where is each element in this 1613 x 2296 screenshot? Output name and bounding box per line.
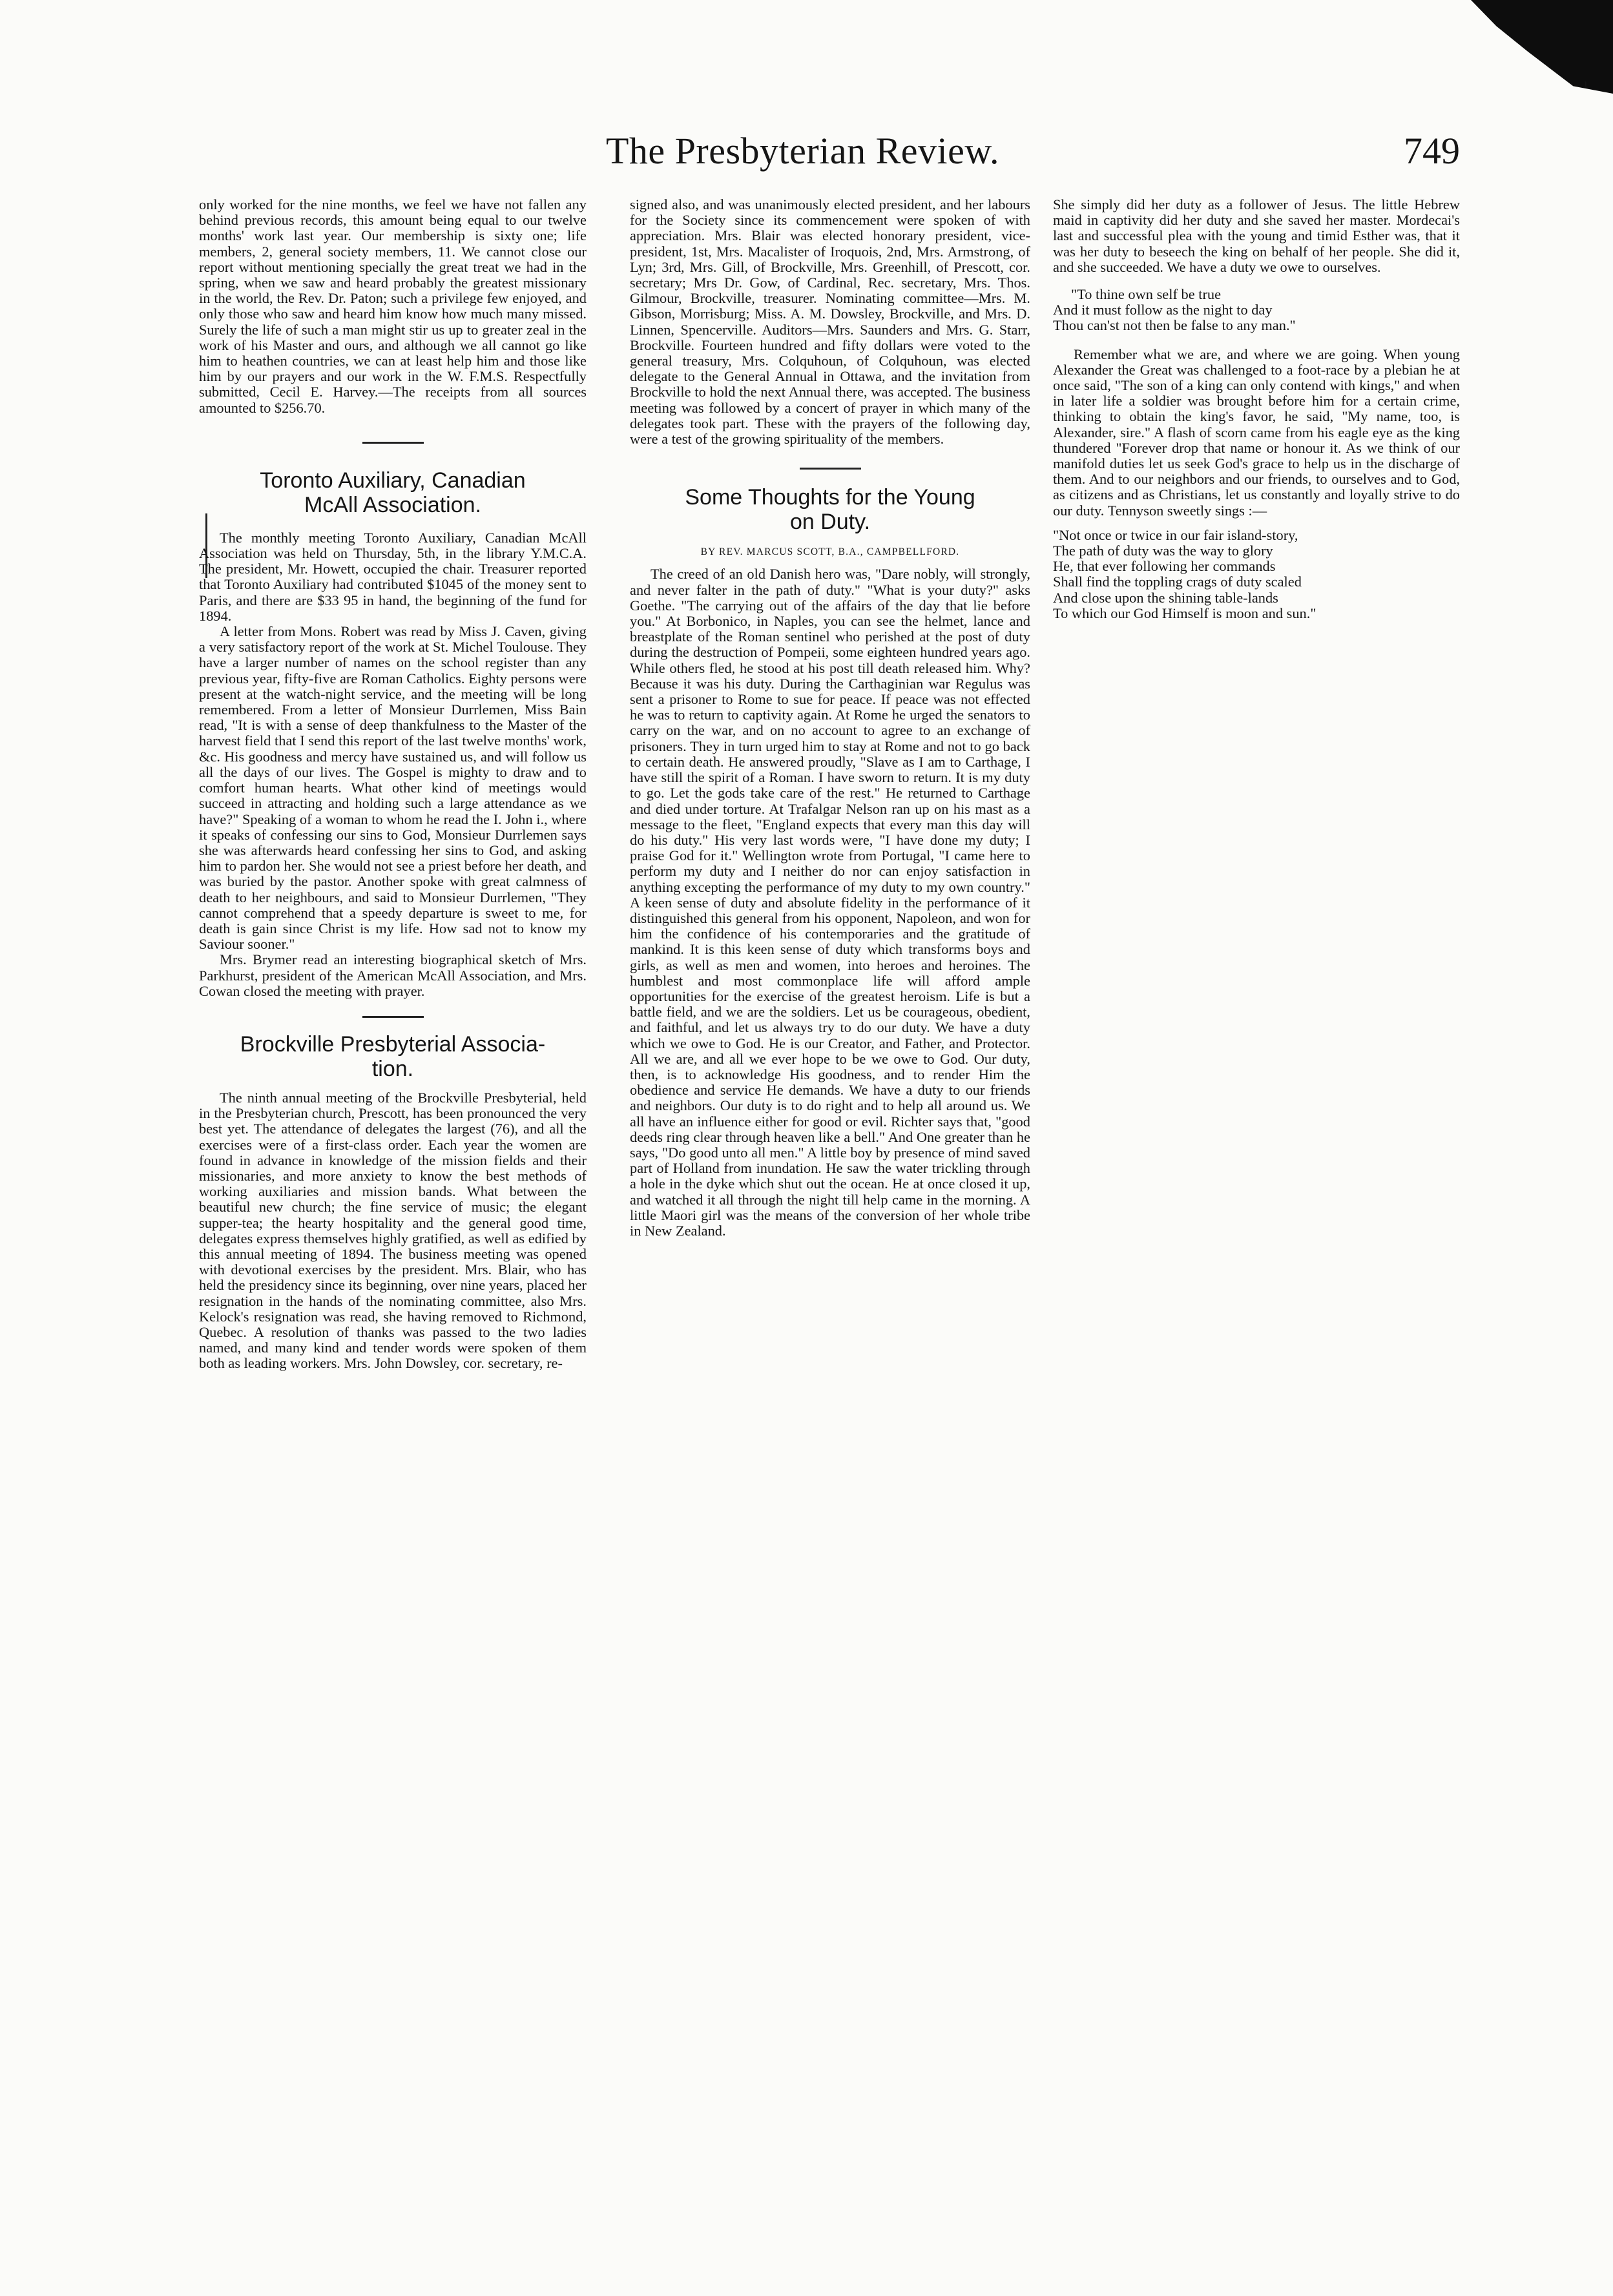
section-heading-toronto xyxy=(199,468,587,517)
poem-line: "Not once or twice in our fair island-story, xyxy=(1053,526,1298,543)
column-middle xyxy=(630,197,1030,1239)
paragraph: The ninth annual meeting of the Brockville Presbyterial, held in the Presbyterian church, Prescott, has been pronounced the very best yet. The attendance of delegates the largest (76), and all the exercises were of a first-class order. Each year the women are found in advance in knowledge of the mission fields and their missionaries, and more anxiety to know the best methods of working auxiliaries and mission bands. What between the beautiful new church; the fine service of music; the elegant supper-tea; the hearty hospitality and the general good time, delegates express themselves highly gratified, as well as edified by this annual meeting of 1894. The business meeting was opened with devotional exercises by the president. Mrs. Blair, who has held the presidency since its beginning, over nine years, placed her resignation in the hands of the nominating committee, also Mrs. Kelock's resignation was read, she having removed to Richmond, Quebec. A resolution of thanks was passed to the two ladies named, and many kind and tender words were spoken of them both as leading workers. Mrs. John Dowsley, cor. secretary, re- xyxy=(199,1089,587,1372)
section-heading-brockville xyxy=(199,1032,587,1081)
poem-line: And it must follow as the night to day xyxy=(1053,302,1273,318)
paragraph: The monthly meeting Toronto Auxiliary, Canadian McAll Association was held on Thursday, 5th, in the library Y.M.C.A. The president, Mr. Howett, occupied the chair. Treasurer reported that Toronto Auxiliary had contributed $1045 of the money sent to Paris, and there are $33 95 in hand, the beginning of the fund for 1894. xyxy=(199,529,587,624)
column-right xyxy=(1053,197,1460,621)
paragraph: A letter from Mons. Robert was read by Miss J. Caven, giving a very satisfactory report of the work at St. Michel Toulouse. They have a larger number of names on the school register than any previous year, fifty-five are Roman Catholics. Eighty persons were present at the watch-night service, and the meeting will be long remembered. From a letter of Monsieur Durrlemen, Miss Bain read, "It is with a sense of deep thankfulness to the Master of the harvest field that I send this report of the last twelve months' work, &c. His goodness and mercy have sustained us, and will follow us all the days of our lives. The Gospel is mighty to draw and to comfort human hearts. What other kind of meetings would succeed in attracting and holding such a large attendance as we have?" Speaking of a woman to whom he read the I. John i., where it speaks of confessing our sins to God, Monsieur Durrlemen says she was afterwards heard confessing her sins to God, and asking him to pardon her. She would not see a priest before her death, and was buried by the pastor. Another spoke with great calmness of death to her neighbours, and said to Monsieur Durrlemen, "They cannot comprehend that a speedy departure is sweet to me, for death is gain since Christ is my life. How sad not to know my Saviour sooner." xyxy=(199,623,587,953)
heading-line: Toronto Auxiliary, Canadian xyxy=(260,468,526,493)
paragraph: signed also, and was unanimously elected president, and her labours for the Society since its commencement were spoken of with appreciation. Mrs. Blair was elected honorary president, vice-president, 1st, Mrs. Macalister of Iroquois, 2nd, Mrs. Armstrong, of Lyn; 3rd, Mrs. Gill, of Brockville, Mrs. Greenhill, of Prescott, cor. secretary; Mrs Dr. Gow, of Cardinal, Rec. secretary, Mrs. Thos. Gilmour, Brockville, treasurer. Nominating committee—Mrs. M. Gibson, Morrisburg; Miss. A. M. Dowsley, Brockville, and Mrs. D. Linnen, Spencerville. Auditors—Mrs. Saunders and Mrs. G. Starr, Brockville. Fourteen hundred and fifty dollars were voted to the general treasury, Mrs. Colquhoun, of Colquhoun, was elected delegate to the General Annual in Ottawa, and the invitation from Brockville to hold the next Annual there, was accepted. The business meeting was followed by a concert of prayer in which many of the delegates took part. These with the prayers of the following day, were a test of the growing spirituality of the members. xyxy=(630,196,1030,448)
poem-line: And close upon the shining table-lands xyxy=(1053,589,1278,606)
section-heading-thoughts xyxy=(630,485,1030,534)
heading-line: tion. xyxy=(371,1056,414,1081)
page-header xyxy=(601,129,1460,187)
paragraph: Mrs. Brymer read an interesting biographical sketch of Mrs. Parkhurst, president of the American McAll Association, and Mrs. Cowan closed the meeting with prayer. xyxy=(199,951,587,999)
heading-line: Some Thoughts for the Young xyxy=(685,485,975,510)
poem-line: The path of duty was the way to glory xyxy=(1053,543,1273,559)
paragraph: Remember what we are, and where we are going. When young Alexander the Great was challenged to a foot-race by a plebian he at once said, "The son of a king can only contend with kings," and when in later life a soldier was brought before him for a certain crime, thinking to obtain the king's favor, he said, "My name, too, is Alexander, sire." A flash of scorn came from his eagle eye as the king thundered "Forever drop that name or honour it. As we think of our manifold duties let us seek God's grace to help us in the discharge of them. And to our neighbors and our friends, to ourselves and to God, as citizens and as Christians, let us constantly and loyally strive to do our duty. Tennyson sweetly sings :— xyxy=(1053,346,1460,519)
heading-line: Brockville Presbyterial Associa- xyxy=(240,1031,546,1057)
byline: BY REV. MARCUS SCOTT, B.A., CAMPBELLFORD. xyxy=(700,546,960,558)
poem-quote xyxy=(1053,287,1460,334)
column-left xyxy=(199,197,587,1372)
poem-line: "To thine own self be true xyxy=(1071,286,1222,303)
scan-corner-shadow xyxy=(1471,0,1613,94)
heading-line: McAll Association. xyxy=(304,492,481,517)
poem-quote xyxy=(1053,528,1460,621)
page-number: 749 xyxy=(1404,130,1460,172)
poem-line: He, that ever following her commands xyxy=(1053,558,1276,575)
poem-line: To which our God Himself is moon and sun." xyxy=(1053,605,1316,621)
paragraph: The creed of an old Danish hero was, "Dare nobly, will strongly, and never falter in the path of duty." "What is your duty?" asks Goethe. "The carrying out of the affairs of the day that lie before you." At Borbonico, in Naples, you can see the helmet, lance and breastplate of the Roman sentinel who perished at the post of duty during the destruction of Pompeii, some eighteen hundred years ago. While others fled, he stood at his post till death released him. Why? Because it was his duty. During the Carthaginian war Regulus was sent a prisoner to Rome to sue for peace. If peace was not effected he was to return to captivity again. At Rome he urged the senators to carry on the war, and on no account to agree to an exchange of prisoners. They in turn urged him to stay at Rome and not to go back to certain death. He answered proudly, "Slave as I am to Carthage, I have still the spirit of a Roman. I have sworn to return. It is my duty to go. Let the gods take care of the rest." He returned to Carthage and died under torture. At Trafalgar Nelson ran up on his mast as a message to the fleet, "England expects that every man this day will do his duty." His very last words were, "I have done my duty; I praise God for it." Wellington wrote from Portugal, "I came here to perform my duty and I neither do nor can enjoy satisfaction in anything excepting the performance of my duty to my own country." A keen sense of duty and absolute fidelity in the performance of it distinguished this general from his opponent, Napoleon, and won for him the confidence of his contemporaries and the gratitude of mankind. It is this keen sense of duty which transforms boys and girls, as well as men and women, into heroes and heroines. The humblest and most commonplace life will afford ample opportunities for the exercise of the greatest heroism. Life is but a battle field, and we are the soldiers. Let us be courageous, obedient, and faithful, and let us always try to do our duty. We have a duty which we owe to God. He is our Creator, and Father, and Protector. All we are, and all we ever hope to be we owe to God. Our duty, then, is to acknowledge His goodness, and to render Him the obedience and service He demands. We have a duty to our friends and neighbors. Our duty is to do right and to help all around us. We all have an influence either for good or evil. Richter says that, "good deeds ring clear through heaven like a bell." And One greater than he says, "Do good unto all men." A little boy by presence of mind saved part of Holland from inundation. He saw the water trickling through a hole in the dyke which shut out the ocean. He at once closed it up, and watched it all through the night till help came in the morning. A little Maori girl was the means of the conversion of her whole tribe in New Zealand. xyxy=(630,566,1030,1239)
scan-mark: ı xyxy=(1584,79,1587,89)
poem-line: Shall find the toppling crags of duty scaled xyxy=(1053,574,1302,590)
journal-title: The Presbyterian Review. xyxy=(606,130,999,172)
paragraph: She simply did her duty as a follower of Jesus. The little Hebrew maid in captivity did her duty and she saved her master. Mordecai's last and successful plea with the young and timid Esther was, that it was her duty to beseech the king on behalf of her people. She did it, and she succeeded. We have a duty we owe to ourselves. xyxy=(1053,196,1460,275)
poem-line: Thou can'st not then be false to any man." xyxy=(1053,317,1296,334)
paragraph: only worked for the nine months, we feel we have not fallen any behind previous records, this amount being equal to our twelve months' work last year. Our membership is sixty one; life members, 2, general society members, 11. We cannot close our report without mentioning specially the great treat we had in the spring, when we saw and heard probably the greatest missionary in the world, the Rev. Dr. Paton; such a privilege few enjoyed, and only those who saw and heard him know how much many missed. Surely the life of such a man might stir us up to greater zeal in the work of his Master and ours, and although we all cannot go like him to heathen countries, we can at least help him and those like him by our prayers and our work in the W. F.M.S. Respectfully submitted, Cecil E. Harvey.—The receipts from all sources amounted to $256.70. xyxy=(199,196,587,416)
heading-line: on Duty. xyxy=(789,510,871,535)
